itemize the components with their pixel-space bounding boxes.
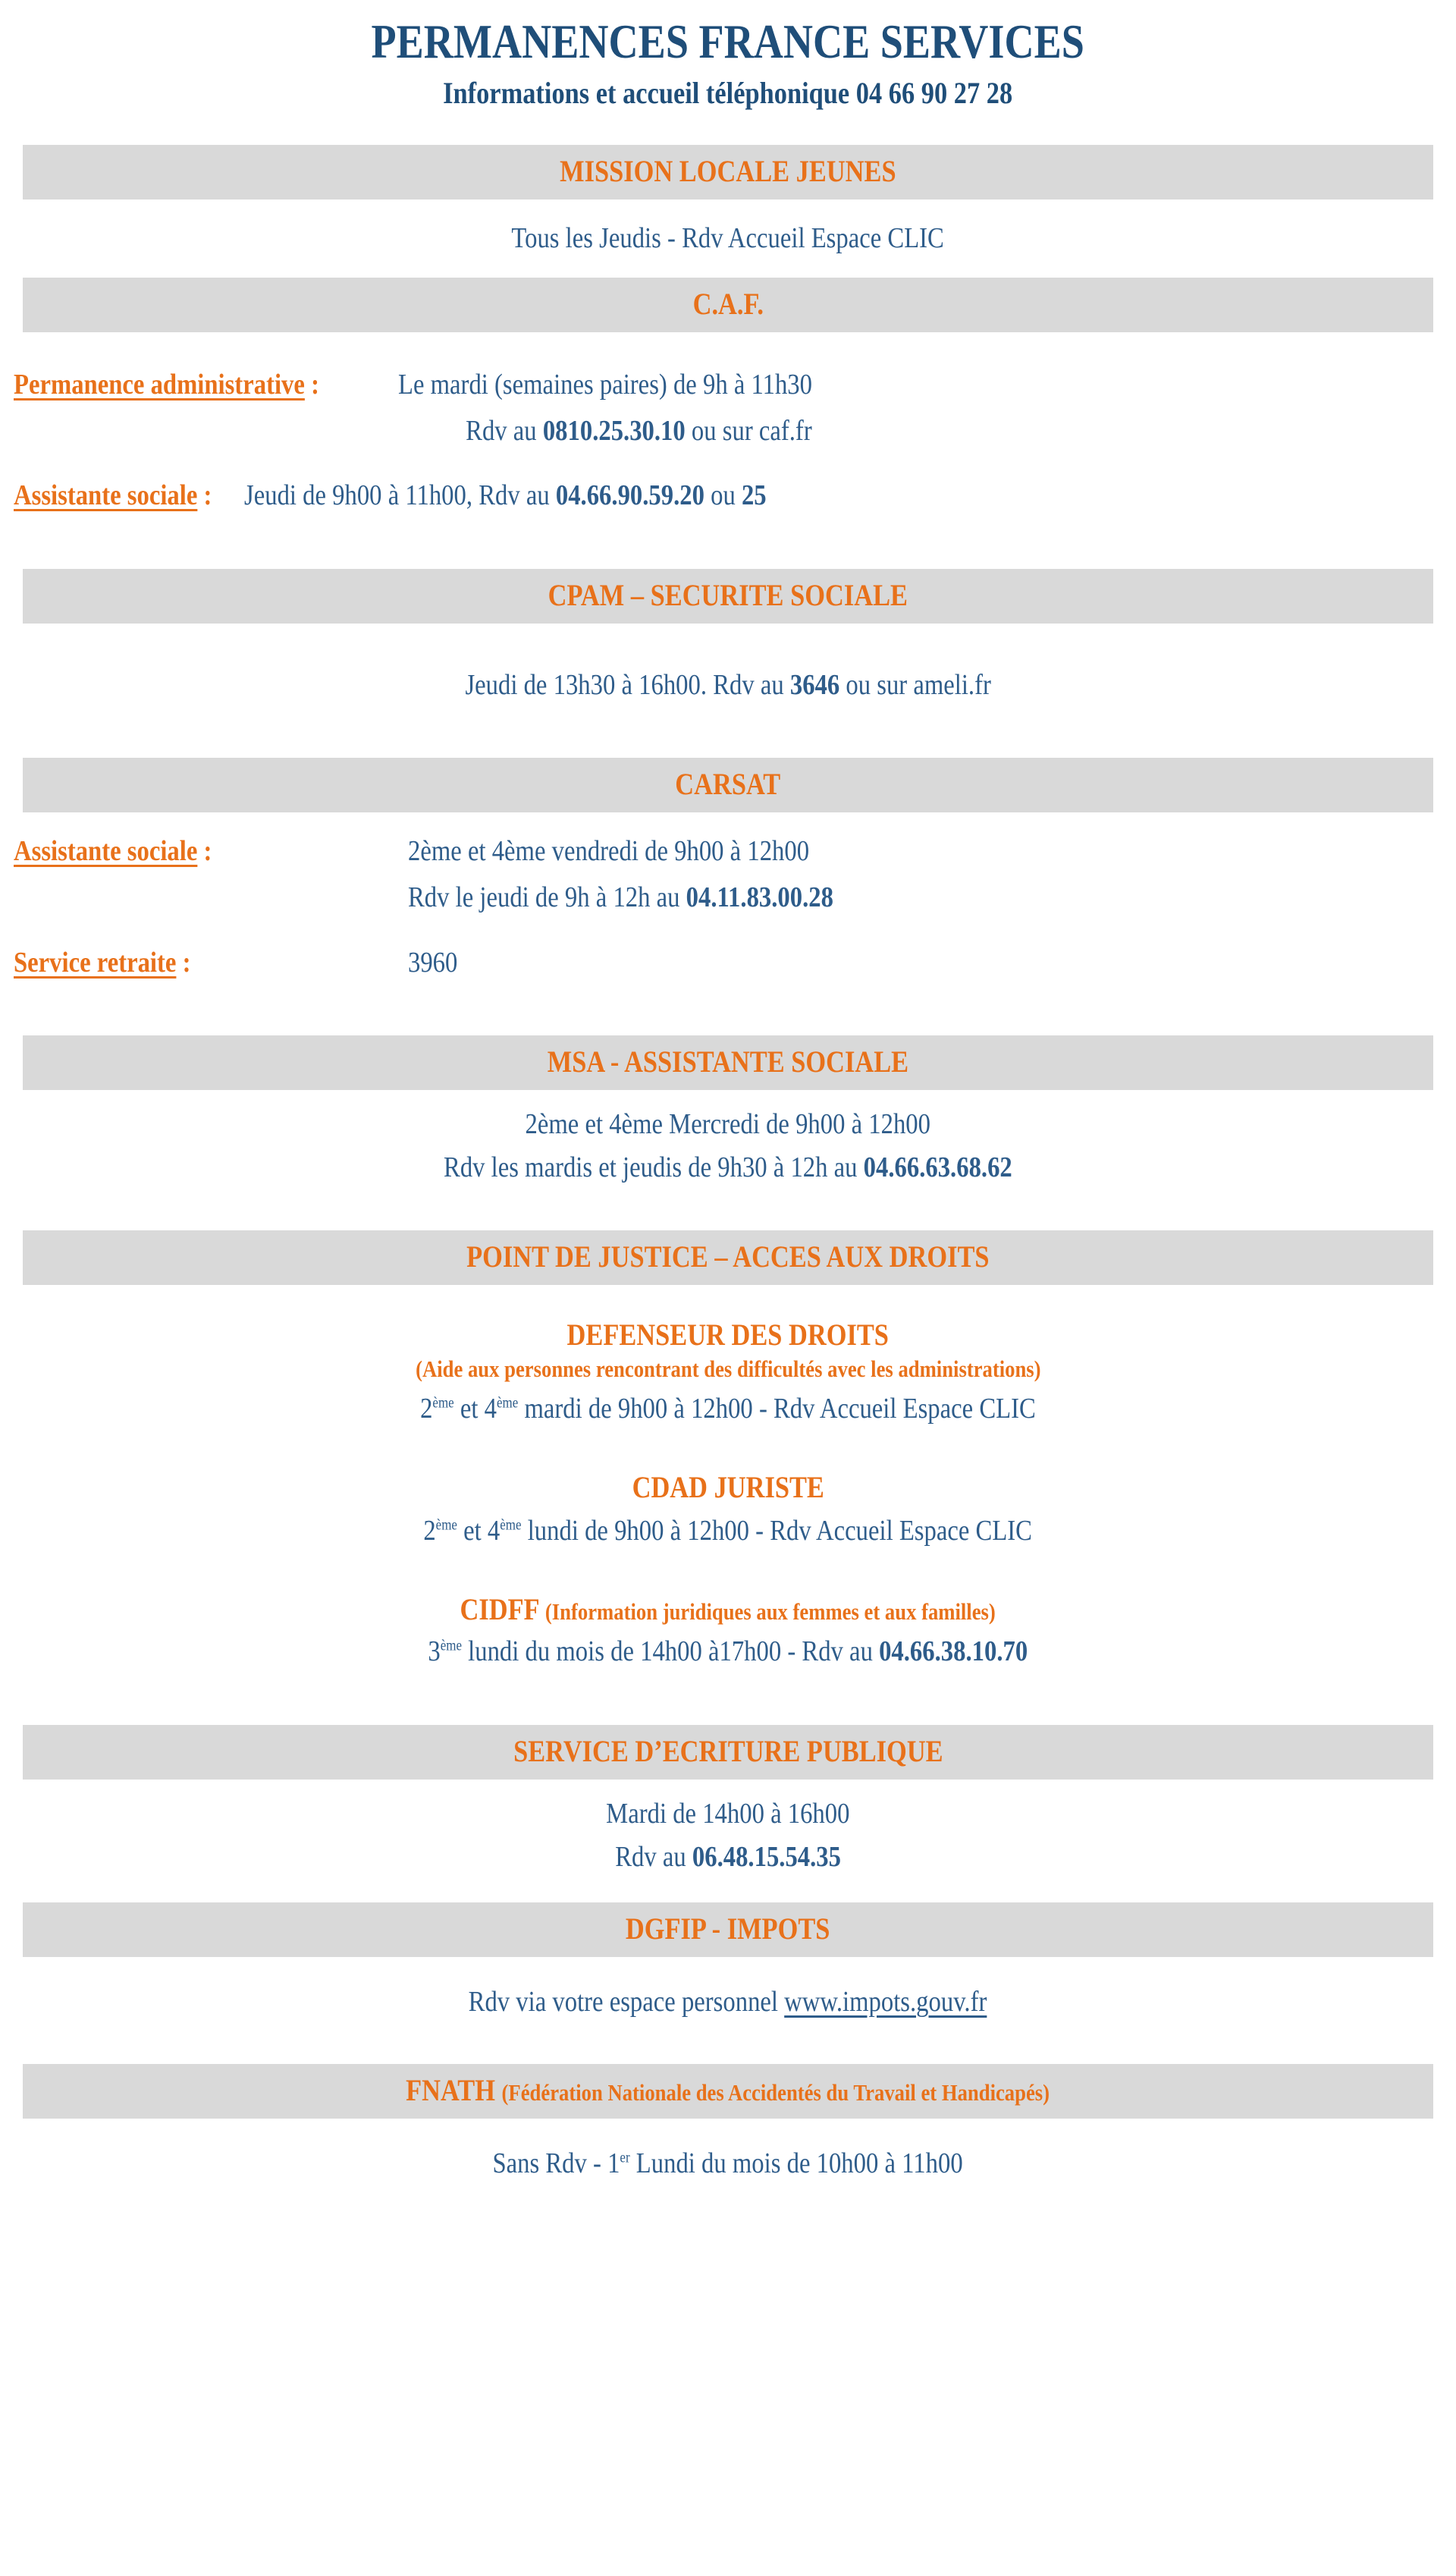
section-band-mission-locale xyxy=(23,145,1433,199)
ordinal-suffix: ème xyxy=(497,1393,519,1411)
section-title-mission-locale: MISSION LOCALE JEUNES xyxy=(560,153,896,188)
caf-rdv-suffix: ou sur caf.fr xyxy=(685,415,812,448)
carsat-retraite-label: Service retraite : xyxy=(14,946,191,979)
ordinal-suffix: ème xyxy=(440,1637,463,1654)
caf-permanence-label: Permanence administrative : xyxy=(14,368,319,401)
cdad-schedule: 2ème et 4ème lundi de 9h00 à 12h00 - Rdv Accueil Espace CLIC xyxy=(423,1514,1033,1547)
cidff-schedule: 3ème lundi du mois de 14h00 à17h00 - Rdv au 04.66.38.10.70 xyxy=(428,1635,1028,1668)
defenseur-schedule: 2ème et 4ème mardi de 9h00 à 12h00 - Rdv Accueil Espace CLIC xyxy=(420,1392,1036,1425)
caf-assistante-phone-alt: 25 xyxy=(741,479,767,512)
section-title-dgfip: DGFIP - IMPOTS xyxy=(626,1912,830,1946)
ordinal-suffix: ème xyxy=(436,1516,458,1534)
section-band-ecriture-publique xyxy=(23,1725,1433,1780)
section-title-fnath: FNATH (Fédération Nationale des Accidentés du Travail et Handicapés) xyxy=(406,2073,1050,2108)
section-band-point-justice xyxy=(23,1230,1433,1285)
section-band-caf xyxy=(23,278,1433,332)
cpam-schedule: Jeudi de 13h30 à 16h00. Rdv au 3646 ou sur ameli.fr xyxy=(465,668,991,701)
ordinal-suffix: er xyxy=(620,2149,631,2166)
section-band-cpam xyxy=(23,569,1433,624)
section-title-point-justice: POINT DE JUSTICE – ACCES AUX DROITS xyxy=(466,1239,990,1274)
caf-permanence-row xyxy=(0,366,1456,451)
page-subtitle xyxy=(0,75,1456,112)
caf-assistante-value: Jeudi de 9h00 à 11h00, Rdv au 04.66.90.59.20 ou 25 xyxy=(243,479,767,512)
caf-rdv-prefix: Rdv au xyxy=(465,415,543,448)
page-subtitle-text: Informations et accueil téléphonique 04 66 90 27 28 xyxy=(443,75,1013,110)
page-title xyxy=(0,0,1456,69)
caf-phone: 0810.25.30.10 xyxy=(542,415,686,448)
mission-locale-schedule: Tous les Jeudis - Rdv Accueil Espace CLIC xyxy=(511,221,945,254)
section-band-fnath xyxy=(23,2064,1433,2119)
carsat-retraite-row xyxy=(0,944,1456,982)
dgfip-instructions: Rdv via votre espace personnel www.impots.gouv.fr xyxy=(469,1986,987,2018)
caf-assistante-phone: 04.66.90.59.20 xyxy=(555,479,704,512)
fnath-schedule: Sans Rdv - 1er Lundi du mois de 10h00 à 11h00 xyxy=(492,2147,964,2180)
section-title-caf: C.A.F. xyxy=(692,286,764,321)
section-band-carsat xyxy=(23,758,1433,812)
carsat-phone: 04.11.83.00.28 xyxy=(686,881,833,914)
caf-assistante-row xyxy=(0,476,1456,515)
ordinal-suffix: ème xyxy=(432,1393,454,1411)
ecriture-publique-rdv: Rdv au 06.48.15.54.35 xyxy=(615,1840,841,1873)
carsat-assistante-label: Assistante sociale : xyxy=(14,835,212,868)
ecriture-publique-schedule: Mardi de 14h00 à 16h00 xyxy=(606,1797,850,1830)
impots-website-link[interactable]: www.impots.gouv.fr xyxy=(784,1986,987,2018)
cpam-phone: 3646 xyxy=(789,668,840,701)
section-band-msa xyxy=(23,1035,1433,1090)
msa-schedule-line2: Rdv les mardis et jeudis de 9h30 à 12h au 04.66.63.68.62 xyxy=(444,1151,1012,1184)
carsat-retraite-value: 3960 xyxy=(408,946,458,979)
section-title-cpam: CPAM – SECURITE SOCIALE xyxy=(548,577,908,612)
ordinal-suffix: ème xyxy=(500,1516,522,1534)
carsat-assistante-row xyxy=(0,832,1456,918)
page-title-text: PERMANENCES FRANCE SERVICES xyxy=(371,15,1085,68)
cidff-phone: 04.66.38.10.70 xyxy=(879,1635,1028,1668)
section-title-ecriture-publique: SERVICE D’ECRITURE PUBLIQUE xyxy=(513,1733,943,1768)
subsection-title-defenseur-des-droits: DEFENSEUR DES DROITS xyxy=(566,1317,890,1352)
msa-schedule-line1: 2ème et 4ème Mercredi de 9h00 à 12h00 xyxy=(525,1107,931,1140)
section-title-carsat: CARSAT xyxy=(675,767,781,802)
subsection-title-cidff: CIDFF (Information juridiques aux femmes et aux familles) xyxy=(460,1592,996,1627)
msa-phone: 04.66.63.68.62 xyxy=(863,1151,1012,1184)
cidff-description: (Information juridiques aux femmes et aux familles) xyxy=(545,1598,996,1626)
section-title-msa: MSA - ASSISTANTE SOCIALE xyxy=(547,1044,909,1079)
fnath-description: (Fédération Nationale des Accidentés du Travail et Handicapés) xyxy=(501,2079,1050,2106)
caf-assistante-label: Assistante sociale : xyxy=(14,479,212,512)
caf-permanence-value: Le mardi (semaines paires) de 9h à 11h30 Rdv au 0810.25.30.10 ou sur caf.fr xyxy=(397,368,812,448)
ecriture-publique-phone: 06.48.15.54.35 xyxy=(692,1840,841,1873)
carsat-assistante-value: 2ème et 4ème vendredi de 9h00 à 12h00 Rdv le jeudi de 9h à 12h au 04.11.83.00.28 xyxy=(408,835,833,914)
subsection-subtitle-defenseur-des-droits: (Aide aux personnes rencontrant des difficultés avec les administrations) xyxy=(415,1355,1041,1382)
section-band-dgfip xyxy=(23,1902,1433,1957)
subsection-title-cdad-juriste: CDAD JURISTE xyxy=(632,1469,824,1504)
